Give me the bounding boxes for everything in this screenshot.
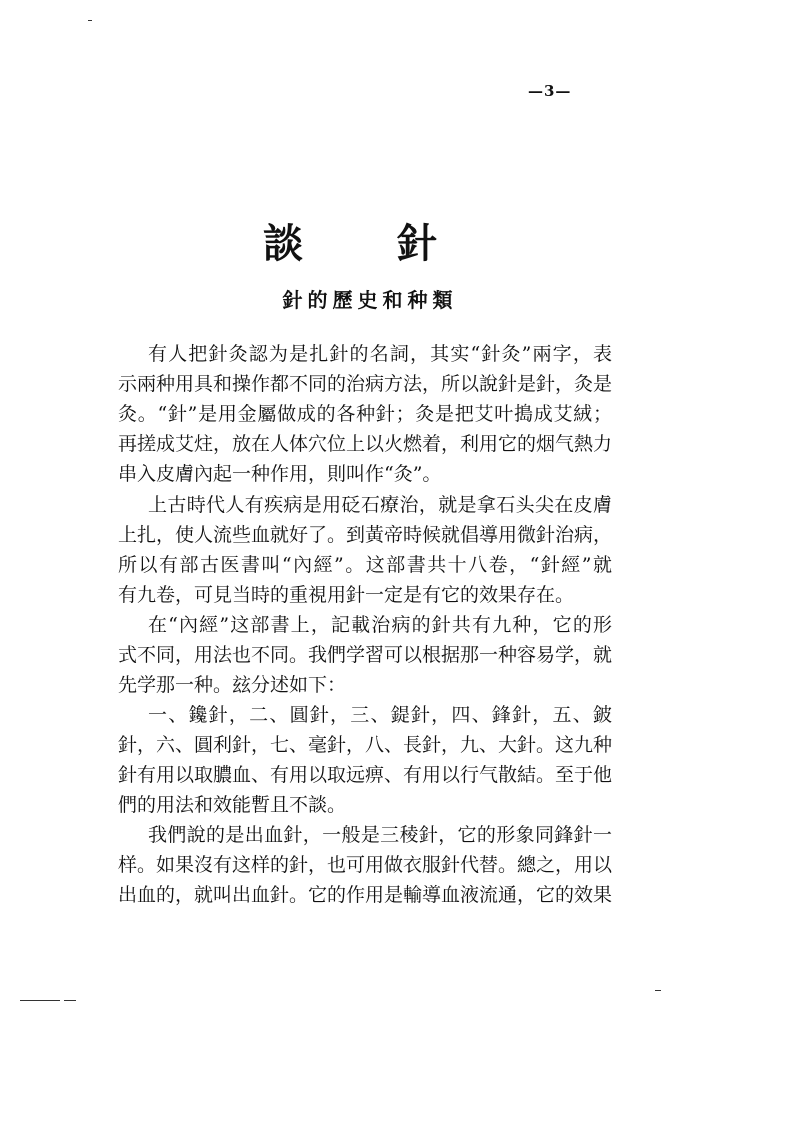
text-line: 們的用法和效能暫且不談。: [118, 794, 347, 816]
text-line: 再搓成艾炷，放在人体穴位上以火燃着，利用它的烟气熱力: [118, 433, 613, 455]
text-line: 样。如果沒有这样的針，也可用做衣服針代替。總之，用以: [118, 854, 613, 876]
text-line: 上扎，使人流些血就好了。到黃帝時候就倡導用微針治病，: [118, 524, 613, 546]
text-line: 針，六、圓利針，七、毫針，八、長針，九、大針。这九种: [118, 734, 613, 756]
text-line: 所以有部古医書叫“內經”。这部書共十八卷，“針經”就: [118, 554, 612, 576]
text-line: 上古時代人有疾病是用砭石療治，就是拿石头尖在皮膚: [148, 494, 612, 516]
scan-speck: [20, 1000, 60, 1001]
scan-speck: [64, 1000, 76, 1001]
text-line: 有人把針灸認为是扎針的名詞，其实“針灸”兩字，表: [148, 343, 612, 365]
text-line: 式不同，用法也不同。我們学習可以根据那一种容易学，就: [118, 644, 613, 666]
chapter-title: 談 針: [263, 220, 477, 267]
text-line: 在“內經”这部書上，記載治病的針共有九种，它的形: [148, 614, 612, 636]
text-line: 串入皮膚內起一种作用，則叫作“灸”。: [118, 463, 442, 485]
scan-speck: [655, 990, 661, 991]
scan-speck: [88, 20, 92, 21]
text-line: 灸。“針”是用金屬做成的各种針；灸是把艾叶搗成艾絨；: [118, 403, 612, 425]
text-line: 先学那一种。玆分述如下：: [118, 674, 347, 696]
text-line: 我們說的是出血針，一般是三稜針，它的形象同鋒針一: [148, 824, 612, 846]
text-line: 示兩种用具和操作都不同的治病方法，所以說針是針，灸是: [118, 373, 613, 395]
text-line: 出血的，就叫出血針。它的作用是輸導血液流通，它的效果: [118, 884, 613, 906]
text-line: 有九卷，可見当時的重視用針一定是有它的效果存在。: [118, 584, 575, 606]
section-heading: 針的歷史和种類: [282, 288, 458, 312]
text-line: 針有用以取膿血、有用以取远痹、有用以行气散結。至于他: [118, 764, 613, 786]
page-number: —3—: [528, 82, 572, 100]
text-line: 一、鑱針，二、圓針，三、鍉針，四、鋒針，五、鈹: [148, 704, 612, 726]
